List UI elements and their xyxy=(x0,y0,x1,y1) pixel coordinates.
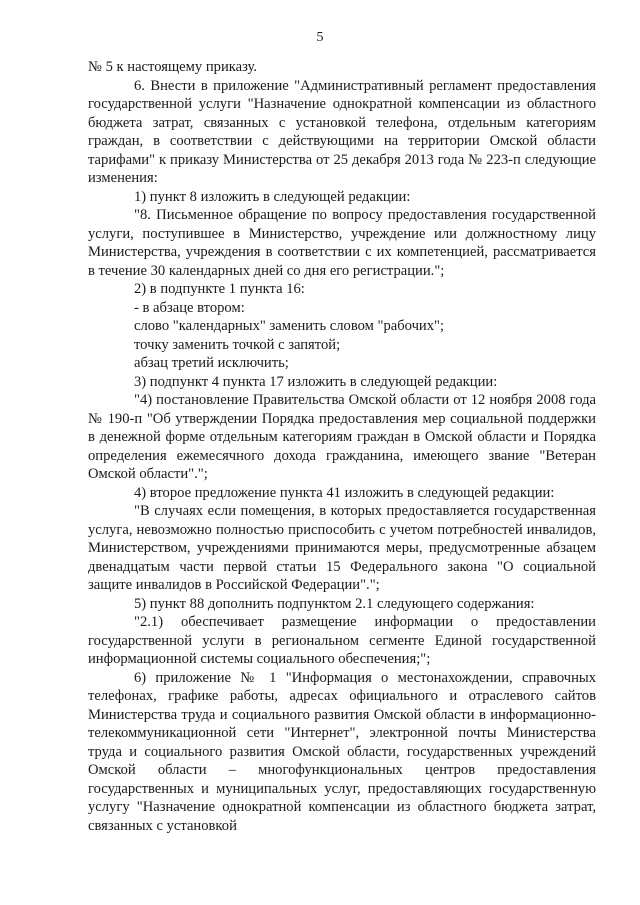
paragraph-subitem-5: 5) пункт 88 дополнить подпунктом 2.1 следующего содержания: xyxy=(134,595,535,612)
paragraph-item-6: 6. Внести в приложение "Административный регламент предоставления государственной услуги "Назначение однократной компенсации из областного бюджета затрат, связанных с установкой телефона, отдельным категориям граждан, в соответствии с действующими на территории Омской области тарифами" к приказу Министерства от 25 декабря 2013 года № 223-п следующие изменения: xyxy=(88,77,596,186)
paragraph-replace-dot: точку заменить точкой с запятой; xyxy=(134,336,341,353)
page-number: 5 xyxy=(316,30,324,45)
paragraph-remove-abzac: абзац третий исключить; xyxy=(134,355,289,371)
paragraph-subitem-6: 6) приложение № 1 "Информация о местонахождении, справочных телефонах, графике работы, адресах официального и отраслевого сайтов Министерства труда и социального развития Омской области в информационно-телекоммуникационной сети "Интернет", электронной почты Министерства труда и социального развития Омской области, государственных учреждений Омской области – многофункциональных центров предоставления государственных и муниципальных услуг, предоставляющих государственную услугу "Назначение однократной компенсации из областного бюджета затрат, связанных с установкой xyxy=(88,669,596,834)
paragraph-quote-cases: "В случаях если помещения, в которых предоставляется государственная услуга, невозможно полностью приспособить с учетом потребностей инвалидов, Министерством, учреждениями принимаются меры, предусмотренные абзацем двенадцатым части первой статьи 15 Федерального закона "О социальной защите инвалидов в Российской Федерации"."; xyxy=(88,503,596,593)
paragraph-subitem-2: 2) в подпункте 1 пункта 16: xyxy=(134,281,305,297)
paragraph-quote-8: "8. Письменное обращение по вопросу предоставления государственной услуги, поступившее в Министерство, учреждение или должностному лицу Министерства, учреждения в соответствии с их компетенцией, рассматривается в течение 30 календарных дней со дня его регистрации."; xyxy=(88,207,596,279)
paragraph-dash-item: - в абзаце втором: xyxy=(134,299,245,316)
document-body xyxy=(88,58,596,835)
paragraph-continuation: № 5 к настоящему приказу. xyxy=(88,59,258,75)
paragraph-quote-2-1: "2.1) обеспечивает размещение информации о предоставлении государственной услуги в региональном сегменте Единой государственной информационной системы социального обеспечения;"; xyxy=(88,614,596,667)
paragraph-subitem-4: 4) второе предложение пункта 41 изложить в следующей редакции: xyxy=(134,484,555,501)
paragraph-subitem-1: 1) пункт 8 изложить в следующей редакции: xyxy=(134,188,411,205)
paragraph-replace-word: слово "календарных" заменить словом "рабочих"; xyxy=(134,318,445,334)
paragraph-quote-4: "4) постановление Правительства Омской области от 12 ноября 2008 года № 190-п "Об утверждении Порядка предоставления мер социальной поддержки в денежной форме отдельным категориям граждан в Омской области и Порядка определения ежемесячного дохода гражданина, имеющего звание "Ветеран Омской области"."; xyxy=(88,392,596,482)
paragraph-subitem-3: 3) подпункт 4 пункта 17 изложить в следующей редакции: xyxy=(134,373,498,390)
